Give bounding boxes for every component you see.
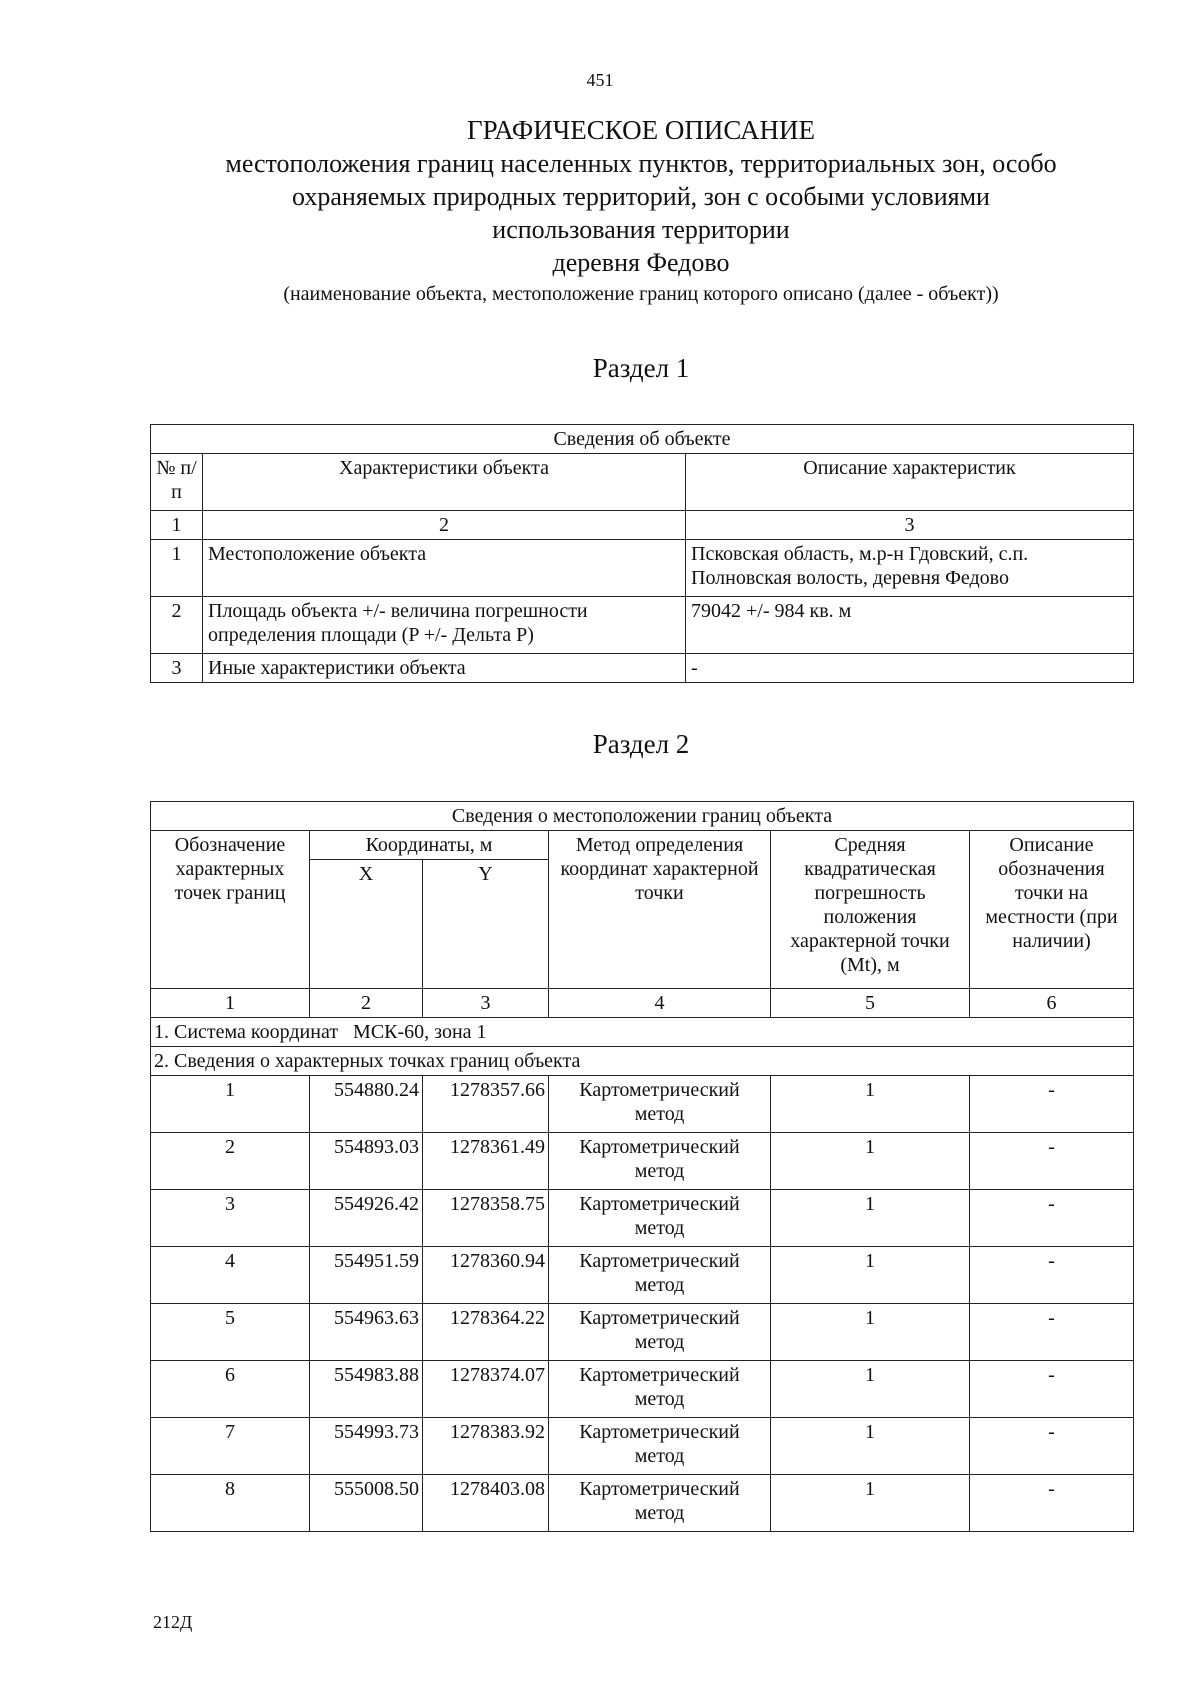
point-description: - — [970, 1190, 1134, 1247]
col-header-y: Y — [423, 860, 549, 989]
point-error: 1 — [771, 1190, 970, 1247]
point-y: 1278358.75 — [423, 1190, 549, 1247]
point-description: - — [970, 1361, 1134, 1418]
column-number: 3 — [423, 989, 549, 1018]
row-description: Псковская область, м.р-н Гдовский, с.п. Полновская волость, деревня Федово — [686, 540, 1134, 597]
point-method: Картометрический метод — [549, 1190, 771, 1247]
point-y: 1278403.08 — [423, 1475, 549, 1532]
point-method: Картометрический метод — [549, 1418, 771, 1475]
point-label: 6 — [151, 1361, 310, 1418]
point-description: - — [970, 1418, 1134, 1475]
section-2-heading: Раздел 2 — [592, 729, 690, 759]
point-error: 1 — [771, 1418, 970, 1475]
col-header-x: X — [310, 860, 423, 989]
column-number-row — [151, 989, 1134, 1018]
point-x: 554951.59 — [310, 1247, 423, 1304]
point-y: 1278360.94 — [423, 1247, 549, 1304]
point-method: Картометрический метод — [549, 1133, 771, 1190]
table-row — [151, 1133, 1134, 1190]
table-row — [151, 1475, 1134, 1532]
point-x: 554983.88 — [310, 1361, 423, 1418]
point-x: 554963.63 — [310, 1304, 423, 1361]
point-method: Картометрический метод — [549, 1475, 771, 1532]
point-label: 2 — [151, 1133, 310, 1190]
col-header-error: Средняя квадратическая погрешность положения характерной точки (Mt), м — [771, 831, 970, 989]
column-number: 1 — [151, 511, 203, 540]
section-1-heading: Раздел 1 — [592, 353, 690, 383]
table-row — [151, 1418, 1134, 1475]
column-number: 5 — [771, 989, 970, 1018]
table-header-row — [151, 831, 1134, 860]
column-number: 2 — [203, 511, 686, 540]
point-label: 4 — [151, 1247, 310, 1304]
point-label: 8 — [151, 1475, 310, 1532]
table-row — [151, 1247, 1134, 1304]
point-description: - — [970, 1133, 1134, 1190]
point-x: 554880.24 — [310, 1076, 423, 1133]
point-method: Картометрический метод — [549, 1361, 771, 1418]
table-row — [151, 540, 1134, 597]
col-header-coords: Координаты, м — [310, 831, 549, 860]
point-label: 7 — [151, 1418, 310, 1475]
row-characteristic: Иные характеристики объекта — [203, 654, 686, 683]
point-y: 1278361.49 — [423, 1133, 549, 1190]
document-title: ГРАФИЧЕСКОЕ ОПИСАНИЕ — [466, 115, 816, 145]
table-row — [151, 654, 1134, 683]
point-method: Картометрический метод — [549, 1076, 771, 1133]
table-row — [151, 1304, 1134, 1361]
object-caption: (наименование объекта, местоположение границ которого описано (далее - объект)) — [283, 283, 999, 305]
point-y: 1278383.92 — [423, 1418, 549, 1475]
point-description: - — [970, 1475, 1134, 1532]
boundary-points-table — [150, 801, 1134, 1532]
row-description: 79042 +/- 984 кв. м — [686, 597, 1134, 654]
row-characteristic: Местоположение объекта — [203, 540, 686, 597]
document-subtitle-line-2: охраняемых природных территорий, зон с особыми условиями — [292, 182, 990, 211]
col-header-point: Обозначение характерных точек границ — [151, 831, 310, 989]
table-row — [151, 1361, 1134, 1418]
footer-code: 212Д — [153, 1612, 193, 1632]
point-method: Картометрический метод — [549, 1304, 771, 1361]
row-number: 3 — [151, 654, 203, 683]
point-y: 1278364.22 — [423, 1304, 549, 1361]
object-name: деревня Федово — [552, 248, 730, 277]
table-title: Сведения об объекте — [151, 425, 1134, 454]
row-characteristic: Площадь объекта +/- величина погрешности определения площади (P +/- Дельта P) — [203, 597, 686, 654]
column-number-row — [151, 511, 1134, 540]
table-header-row — [151, 454, 1134, 511]
row-number: 1 — [151, 540, 203, 597]
point-error: 1 — [771, 1247, 970, 1304]
point-method: Картометрический метод — [549, 1247, 771, 1304]
point-x: 554993.73 — [310, 1418, 423, 1475]
point-error: 1 — [771, 1076, 970, 1133]
col-header-number: № п/п — [151, 454, 203, 511]
page-number: 451 — [586, 70, 614, 90]
point-error: 1 — [771, 1304, 970, 1361]
point-y: 1278374.07 — [423, 1361, 549, 1418]
point-x: 554926.42 — [310, 1190, 423, 1247]
point-error: 1 — [771, 1475, 970, 1532]
table-row — [151, 1076, 1134, 1133]
document-subtitle-line-3: использования территории — [492, 215, 790, 244]
document-subtitle-line-1: местоположения границ населенных пунктов, территориальных зон, особо — [225, 149, 1057, 178]
column-number: 6 — [970, 989, 1134, 1018]
table-title-row — [151, 802, 1134, 831]
coord-system: 1. Система координат МСК-60, зона 1 — [151, 1018, 1134, 1047]
point-error: 1 — [771, 1361, 970, 1418]
column-number: 3 — [686, 511, 1134, 540]
table-row — [151, 1190, 1134, 1247]
table-row — [151, 597, 1134, 654]
col-header-description: Описание характеристик — [686, 454, 1134, 511]
table-title: Сведения о местоположении границ объекта — [151, 802, 1134, 831]
row-number: 2 — [151, 597, 203, 654]
col-header-method: Метод определения координат характерной точки — [549, 831, 771, 989]
column-number: 2 — [310, 989, 423, 1018]
point-description: - — [970, 1247, 1134, 1304]
point-label: 5 — [151, 1304, 310, 1361]
coord-system-row — [151, 1018, 1134, 1047]
point-label: 1 — [151, 1076, 310, 1133]
points-caption-row — [151, 1047, 1134, 1076]
row-description: - — [686, 654, 1134, 683]
table-title-row — [151, 425, 1134, 454]
point-x: 555008.50 — [310, 1475, 423, 1532]
column-number: 1 — [151, 989, 310, 1018]
points-body — [151, 1076, 1134, 1532]
object-info-table — [150, 424, 1134, 683]
col-header-characteristic: Характеристики объекта — [203, 454, 686, 511]
point-x: 554893.03 — [310, 1133, 423, 1190]
point-description: - — [970, 1076, 1134, 1133]
document-header — [0, 113, 1200, 309]
point-error: 1 — [771, 1133, 970, 1190]
point-y: 1278357.66 — [423, 1076, 549, 1133]
point-description: - — [970, 1304, 1134, 1361]
column-number: 4 — [549, 989, 771, 1018]
point-label: 3 — [151, 1190, 310, 1247]
col-header-description: Описание обозначения точки на местности (при наличии) — [970, 831, 1134, 989]
points-caption: 2. Сведения о характерных точках границ объекта — [151, 1047, 1134, 1076]
